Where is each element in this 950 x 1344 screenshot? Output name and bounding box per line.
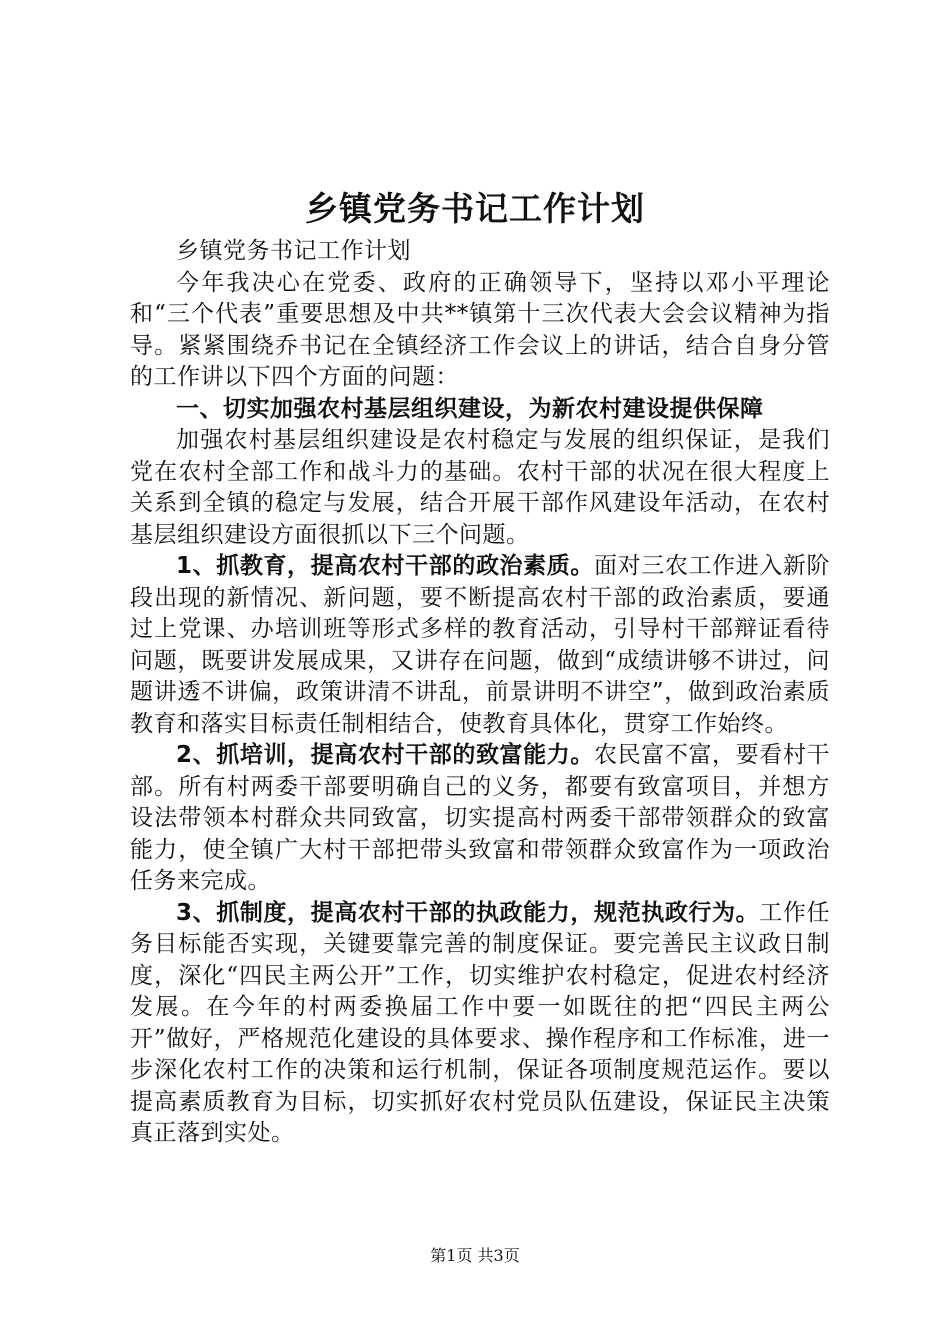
document-subtitle: 乡镇党务书记工作计划 [176,238,411,264]
item-lead-1: 1、抓教育，提高农村干部的政治素质。 [176,553,594,579]
item-paragraph-1 [130,551,830,740]
page-footer: 第1页 共3页 [430,1246,520,1265]
item-text-3: 工作任务目标能否实现，关键要靠完善的制度保证。要完善民主议政日制度，深化“四民主两公开”工作，切实维护农村稳定，促进农村经济发展。在今年的村两委换届工作中要一如既往的把“四民主两公开”做好，严格规范化建设的具体要求、操作程序和工作标准，进一步深化农村工作的决策和运行机制，保证各项制度规范运作。要以提高素质教育为目标，切实抓好农村党员队伍建设，保证民主决策真正落到实处。 [130,899,831,1146]
document-title: 乡镇党务书记工作计划 [305,189,645,228]
document-body [130,236,830,1150]
item-paragraph-3 [130,898,830,1150]
section-paragraph: 加强农村基层组织建设是农村稳定与发展的组织保证，是我们党在农村全部工作和战斗力的基础。农村干部的状况在很大程度上关系到全镇的稳定与发展，结合开展干部作风建设年活动，在农村基层组织建设方面很抓以下三个问题。 [130,427,830,548]
item-lead-2: 2、抓培训，提高农村干部的致富能力。 [176,742,594,768]
section-heading: 一、切实加强农村基层组织建设，为新农村建设提供保障 [176,395,764,422]
intro-paragraph: 今年我决心在党委、政府的正确领导下，坚持以邓小平理论和“三个代表”重要思想及中共**镇第十三次代表大会会议精神为指导。紧紧围绕乔书记在全镇经济工作会议上的讲话，结合自身分管的工作讲以下四个方面的问题： [130,269,830,390]
item-lead-3: 3、抓制度，提高农村干部的执政能力，规范执政行为。 [176,899,760,926]
item-text-2: 农民富不富，要看村干部。所有村两委干部要明确自己的义务，都要有致富项目，并想方设法带领本村群众共同致富，切实提高村两委干部带领群众的致富能力，使全镇广大村干部把带头致富和带领群众致富作为一项政治任务来完成。 [130,742,830,894]
item-paragraph-2 [130,740,830,898]
item-text-1: 面对三农工作进入新阶段出现的新情况、新问题，要不断提高农村干部的政治素质，要通过上党课、办培训班等形式多样的教育活动，引导村干部辩证看待问题，既要讲发展成果，又讲存在问题，做到“成绩讲够不讲过，问题讲透不讲偏，政策讲清不讲乱，前景讲明不讲空”，做到政治素质教育和落实目标责任制相结合，使教育具体化，贯穿工作始终。 [130,553,830,737]
